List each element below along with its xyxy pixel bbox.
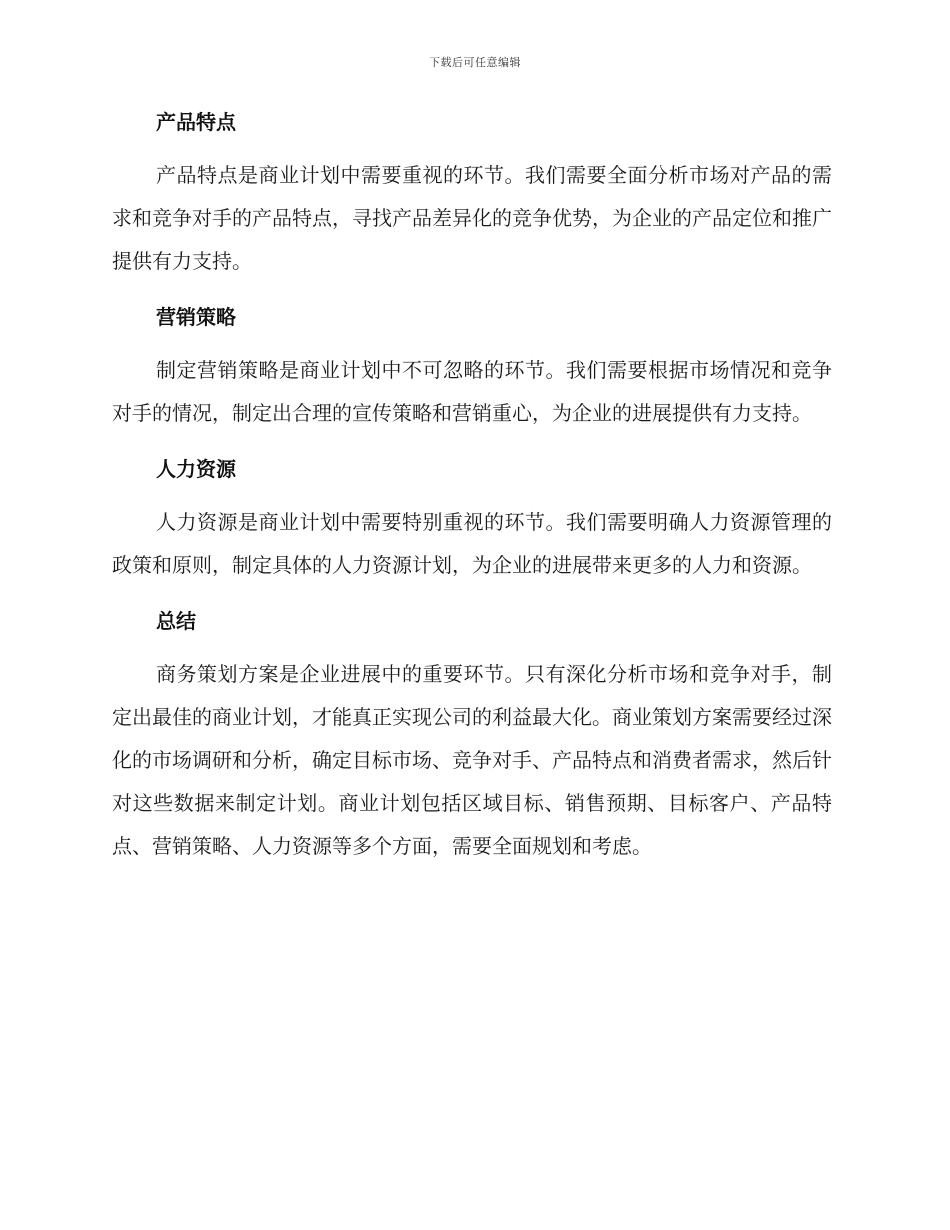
document-body xyxy=(112,108,832,888)
section-product-features xyxy=(112,108,832,283)
page-header: 下载后可任意编辑 xyxy=(429,56,521,69)
section-heading: 营销策略 xyxy=(156,305,236,329)
section-summary xyxy=(112,607,832,868)
section-paragraph: 商务策划方案是企业进展中的重要环节。只有深化分析市场和竞争对手，制定出最佳的商业计划，才能真正实现公司的利益最大化。商业策划方案需要经过深化的市场调研和分析，确定目标市场、竞争对手、产品特点和消费者需求，然后针对这些数据来制定计划。商业计划包括区域目标、销售预期、目标客户、产品特点、营销策略、人力资源等多个方面，需要全面规划和考虑。 xyxy=(112,662,832,858)
section-heading: 产品特点 xyxy=(156,110,236,134)
section-paragraph: 人力资源是商业计划中需要特别重视的环节。我们需要明确人力资源管理的政策和原则，制定具体的人力资源计划，为企业的进展带来更多的人力和资源。 xyxy=(112,510,832,577)
section-heading: 总结 xyxy=(156,609,196,633)
section-marketing-strategy xyxy=(112,303,832,435)
section-human-resources xyxy=(112,455,832,587)
section-heading: 人力资源 xyxy=(156,457,236,481)
section-paragraph: 制定营销策略是商业计划中不可忽略的环节。我们需要根据市场情况和竞争对手的情况，制定出合理的宣传策略和营销重心，为企业的进展提供有力支持。 xyxy=(112,358,832,425)
section-paragraph: 产品特点是商业计划中需要重视的环节。我们需要全面分析市场对产品的需求和竞争对手的产品特点，寻找产品差异化的竞争优势，为企业的产品定位和推广提供有力支持。 xyxy=(112,163,832,273)
